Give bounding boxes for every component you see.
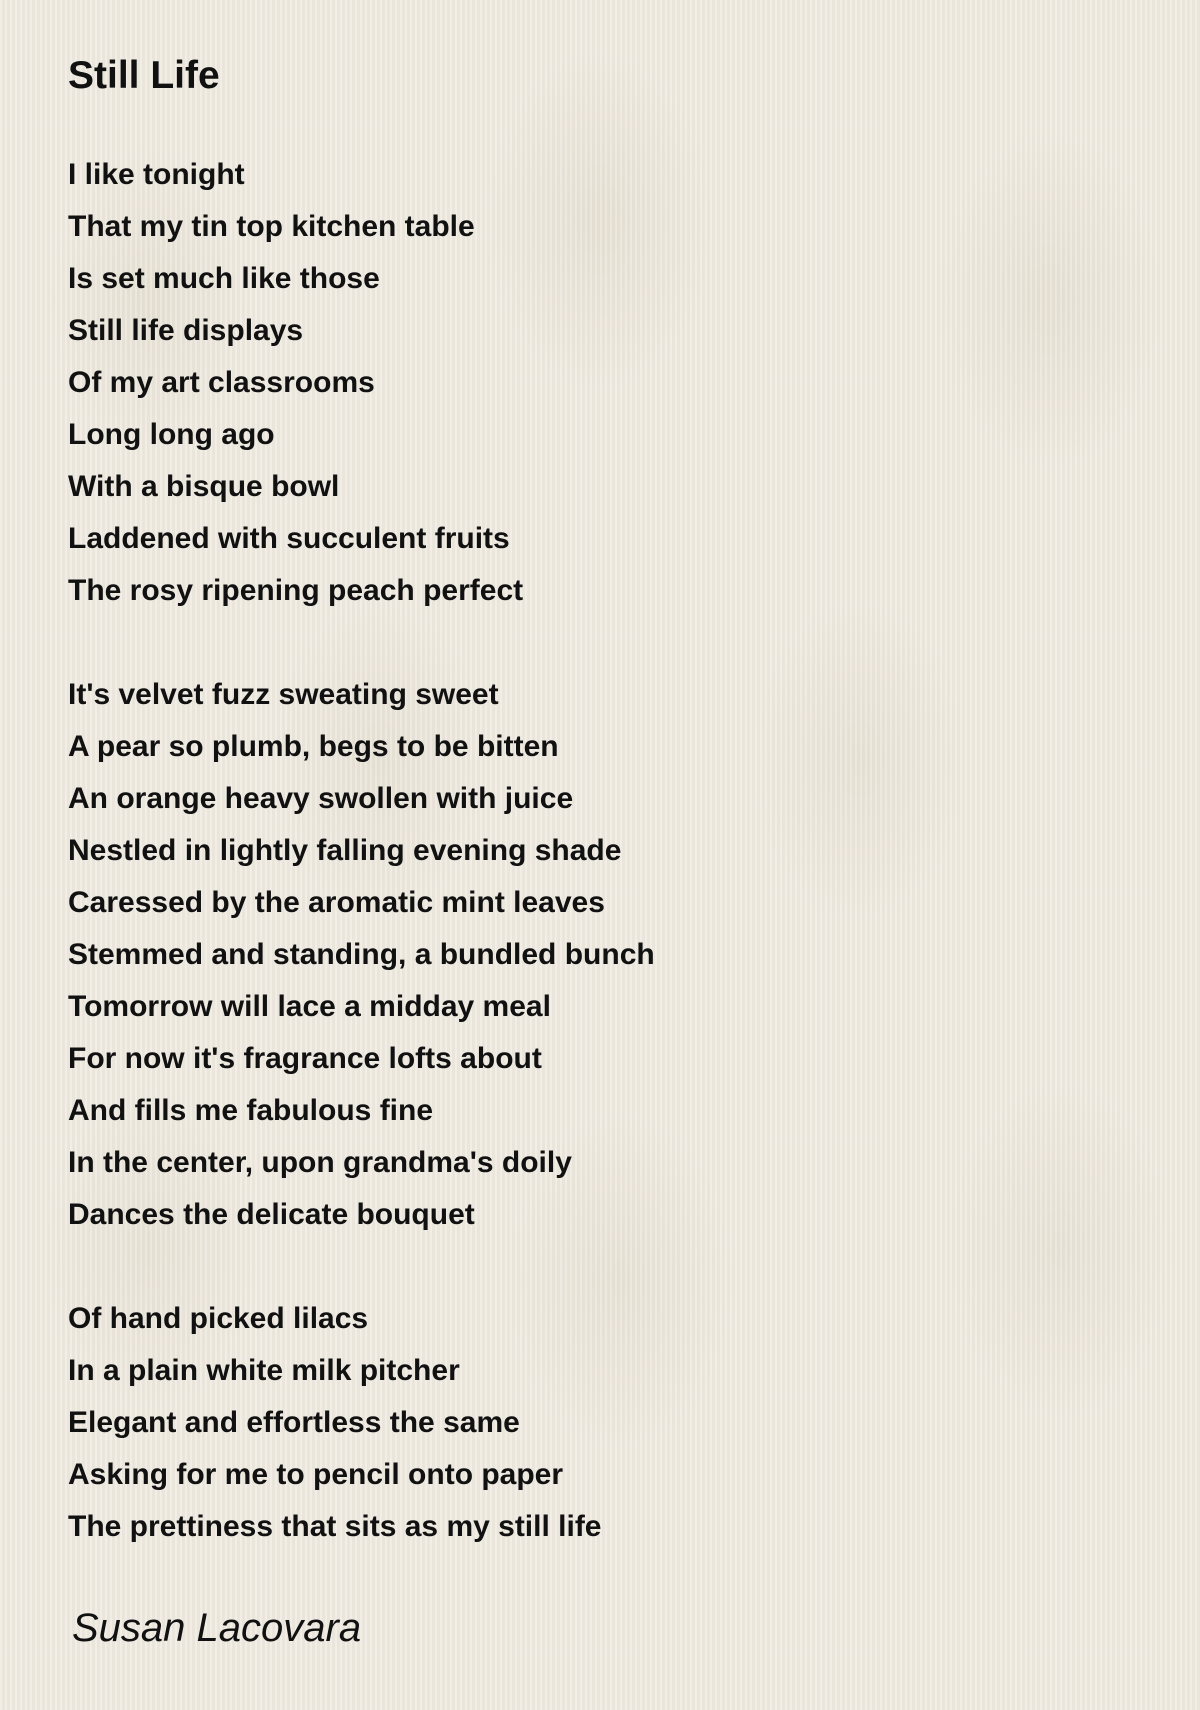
poem-line: Laddened with succulent fruits <box>68 522 510 555</box>
poem-line: Elegant and effortless the same <box>68 1406 520 1439</box>
poem-body <box>68 149 655 1605</box>
poem-line: An orange heavy swollen with juice <box>68 782 574 815</box>
poem-line: That my tin top kitchen table <box>68 210 475 243</box>
poem-author: Susan Lacovara <box>72 1606 362 1650</box>
poem-line: With a bisque bowl <box>68 470 340 503</box>
poem-title: Still Life <box>68 54 220 97</box>
poem-line: Asking for me to pencil onto paper <box>68 1458 564 1491</box>
poem-line: In a plain white milk pitcher <box>68 1354 460 1387</box>
poem-line: And fills me fabulous fine <box>68 1094 434 1127</box>
poem-line: Tomorrow will lace a midday meal <box>68 990 551 1023</box>
poem-line: Still life displays <box>68 314 304 347</box>
poem-line: Of hand picked lilacs <box>68 1302 369 1335</box>
stanza-1 <box>68 149 655 617</box>
stanza-3 <box>68 1293 655 1553</box>
poem-line: Long long ago <box>68 418 275 451</box>
poem-line: For now it's fragrance lofts about <box>68 1042 542 1075</box>
poem-line: A pear so plumb, begs to be bitten <box>68 730 559 763</box>
poem-line: Of my art classrooms <box>68 366 375 399</box>
poem-line: In the center, upon grandma's doily <box>68 1146 572 1179</box>
poem-line: Nestled in lightly falling evening shade <box>68 834 622 867</box>
poem-line: Stemmed and standing, a bundled bunch <box>68 938 655 971</box>
poem-line: The rosy ripening peach perfect <box>68 574 524 607</box>
poem-line: Is set much like those <box>68 262 380 295</box>
poem-line: Dances the delicate bouquet <box>68 1198 475 1231</box>
poem-line: The prettiness that sits as my still life <box>68 1510 602 1543</box>
poem-line: It's velvet fuzz sweating sweet <box>68 678 499 711</box>
poem-line: Caressed by the aromatic mint leaves <box>68 886 605 919</box>
stanza-2 <box>68 669 655 1241</box>
poem-line: I like tonight <box>68 158 245 191</box>
